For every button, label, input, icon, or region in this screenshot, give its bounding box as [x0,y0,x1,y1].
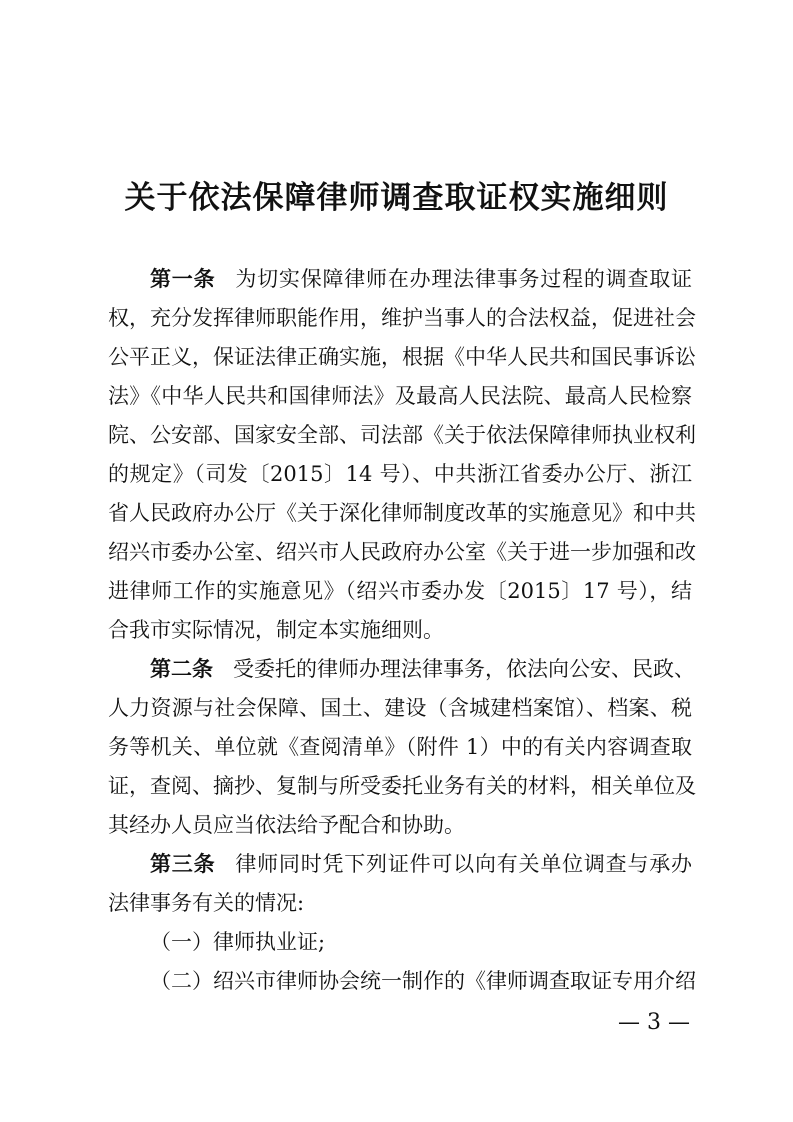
document-title: 关于依法保障律师调查取证权实施细则 [124,180,669,216]
article-2-line: 人力资源与社会保障、国土、建设（含城建档案馆）、档案、税 [108,696,692,720]
article-1-first-line [150,263,692,295]
article-1-line: 进律师工作的实施意见》（绍兴市委办发〔2015〕17 号），结 [108,579,692,603]
article-1-line: 合我市实际情况，制定本实施细则。 [108,618,444,642]
article-3-first-line [150,848,692,880]
article-2-heading: 第二条 [150,656,213,681]
list-item: （一）律师执业证; [150,930,326,954]
article-3-heading: 第三条 [150,851,216,876]
article-1-line: 权，充分发挥律师职能作用，维护当事人的合法权益，促进社会 [108,306,696,330]
article-2-line: 务等机关、单位就《查阅清单》（附件 1）中的有关内容调查取 [108,735,692,759]
article-1-line: 省人民政府办公厅《关于深化律师制度改革的实施意见》和中共 [108,501,696,525]
article-1-line: 院、公安部、国家安全部、司法部《关于依法保障律师执业权利 [108,423,696,447]
article-1-line: 绍兴市委办公室、绍兴市人民政府办公室《关于进一步加强和改 [108,540,696,564]
article-1-line: 公平正义，保证法律正确实施，根据《中华人民共和国民事诉讼 [108,345,696,369]
article-1-first-line-text: 为切实保障律师在办理法律事务过程的调查取证 [235,267,693,291]
article-1-line: 法》《中华人民共和国律师法》及最高人民法院、最高人民检察 [108,384,692,408]
article-1-line: 的规定》（司发〔2015〕14 号）、中共浙江省委办公厅、浙江 [108,462,692,486]
article-2-first-line-text: 受委托的律师办理法律事务，依法向公安、民政、 [233,657,695,681]
list-item: （二）绍兴市律师协会统一制作的《律师调查取证专用介绍 [150,969,696,993]
article-3-first-line-text: 律师同时凭下列证件可以向有关单位调查与承办 [235,852,693,876]
article-1-heading: 第一条 [150,266,216,291]
page-number: — 3 — [618,1010,690,1035]
article-2-line: 其经办人员应当依法给予配合和协助。 [108,813,465,837]
article-3-line: 法律事务有关的情况: [108,891,305,915]
article-2-first-line [150,653,695,685]
article-2-line: 证，查阅、摘抄、复制与所受委托业务有关的材料，相关单位及 [108,774,696,798]
